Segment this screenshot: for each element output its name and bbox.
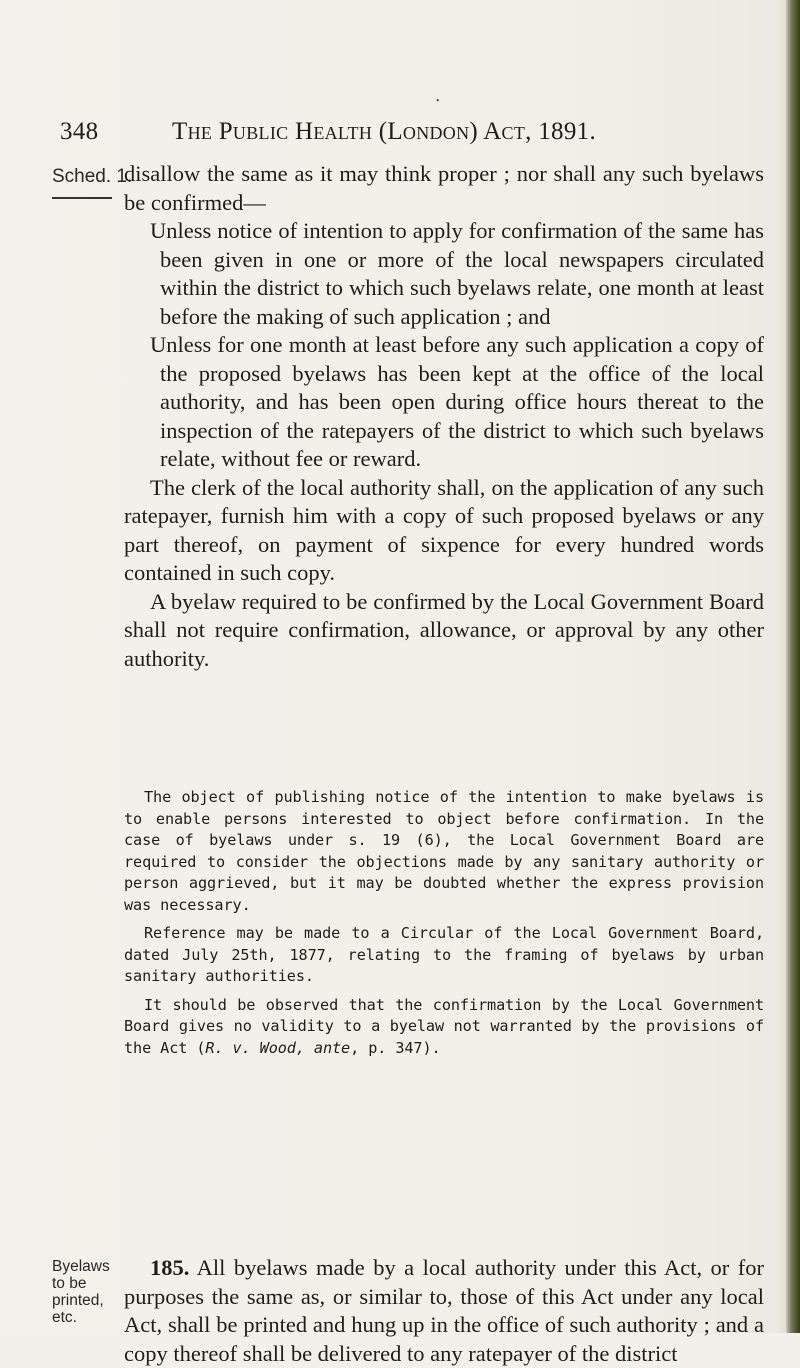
note-3-text: It should be observed that the confirmation by the Local Government Board gives no validity to a byelaw not warranted by the provisions of the Act ( xyxy=(124,995,764,1057)
paragraph-continuation: disallow the same as it may think proper ; nor shall any such byelaws be confirmed— xyxy=(124,161,764,215)
commentary-notes xyxy=(124,787,764,1059)
section-185-text: All byelaws made by a local authority under this Act, or for purposes the same as, or similar to, those of this Act under any local Act, shall be printed and hung up in the office of such authority ; and a copy thereof shall be delivered to any ratepayer of the district xyxy=(124,1255,764,1366)
main-text-block xyxy=(124,160,764,673)
page-number: 348 xyxy=(60,118,99,145)
commentary-note-1: The object of publishing notice of the intention to make byelaws is to enable persons interested to object before confirmation. In the case of byelaws under s. 19 (6), the Local Government Board are required to consider the objections made by any sanitary authority or person aggrieved, but it may be doubted whether the express provision was necessary. xyxy=(124,788,764,914)
byelaws-margin-note: Byelaws to be printed, etc. xyxy=(52,1258,110,1326)
commentary-note-2: Reference may be made to a Circular of the Local Government Board, dated July 25th, 1877, relating to the framing of byelaws by urban sanitary authorities. xyxy=(124,924,764,985)
condition-paragraph-notice: Unless notice of intention to apply for confirmation of the same has been given in one or more of the local newspapers circulated within the district to which such byelaws relate, one month at least before the making of such application ; and xyxy=(150,218,764,329)
note-3-page-ref: , p. 347). xyxy=(350,1038,441,1057)
section-number: 185. xyxy=(150,1255,190,1280)
clerk-copy-paragraph: The clerk of the local authority shall, on the application of any such ratepayer, furnish him with a copy of such proposed byelaws or any part thereof, on payment of sixpence for every hundred words contained in such copy. xyxy=(124,474,764,585)
running-title: The Public Health (London) Act, 1891. xyxy=(172,118,596,145)
schedule-margin-note: Sched. 1. xyxy=(52,166,133,187)
section-185-paragraph xyxy=(124,1254,764,1368)
schedule-underline xyxy=(52,197,112,199)
confirmation-paragraph: A byelaw required to be confirmed by the Local Government Board shall not require confirmation, allowance, or approval by any other authority. xyxy=(124,588,764,671)
case-citation: R. v. Wood, ante xyxy=(205,1038,351,1057)
page-edge xyxy=(786,0,800,1333)
commentary-note-3 xyxy=(124,995,764,1060)
condition-paragraph-inspection: Unless for one month at least before any such application a copy of the proposed byelaws has been kept at the office of the local authority, and has been open during office hours thereat to the inspection of the ratepayers of the district to which such byelaws relate, without fee or reward. xyxy=(150,332,764,471)
printer-mark: • xyxy=(436,96,440,107)
section-185 xyxy=(124,1254,764,1368)
